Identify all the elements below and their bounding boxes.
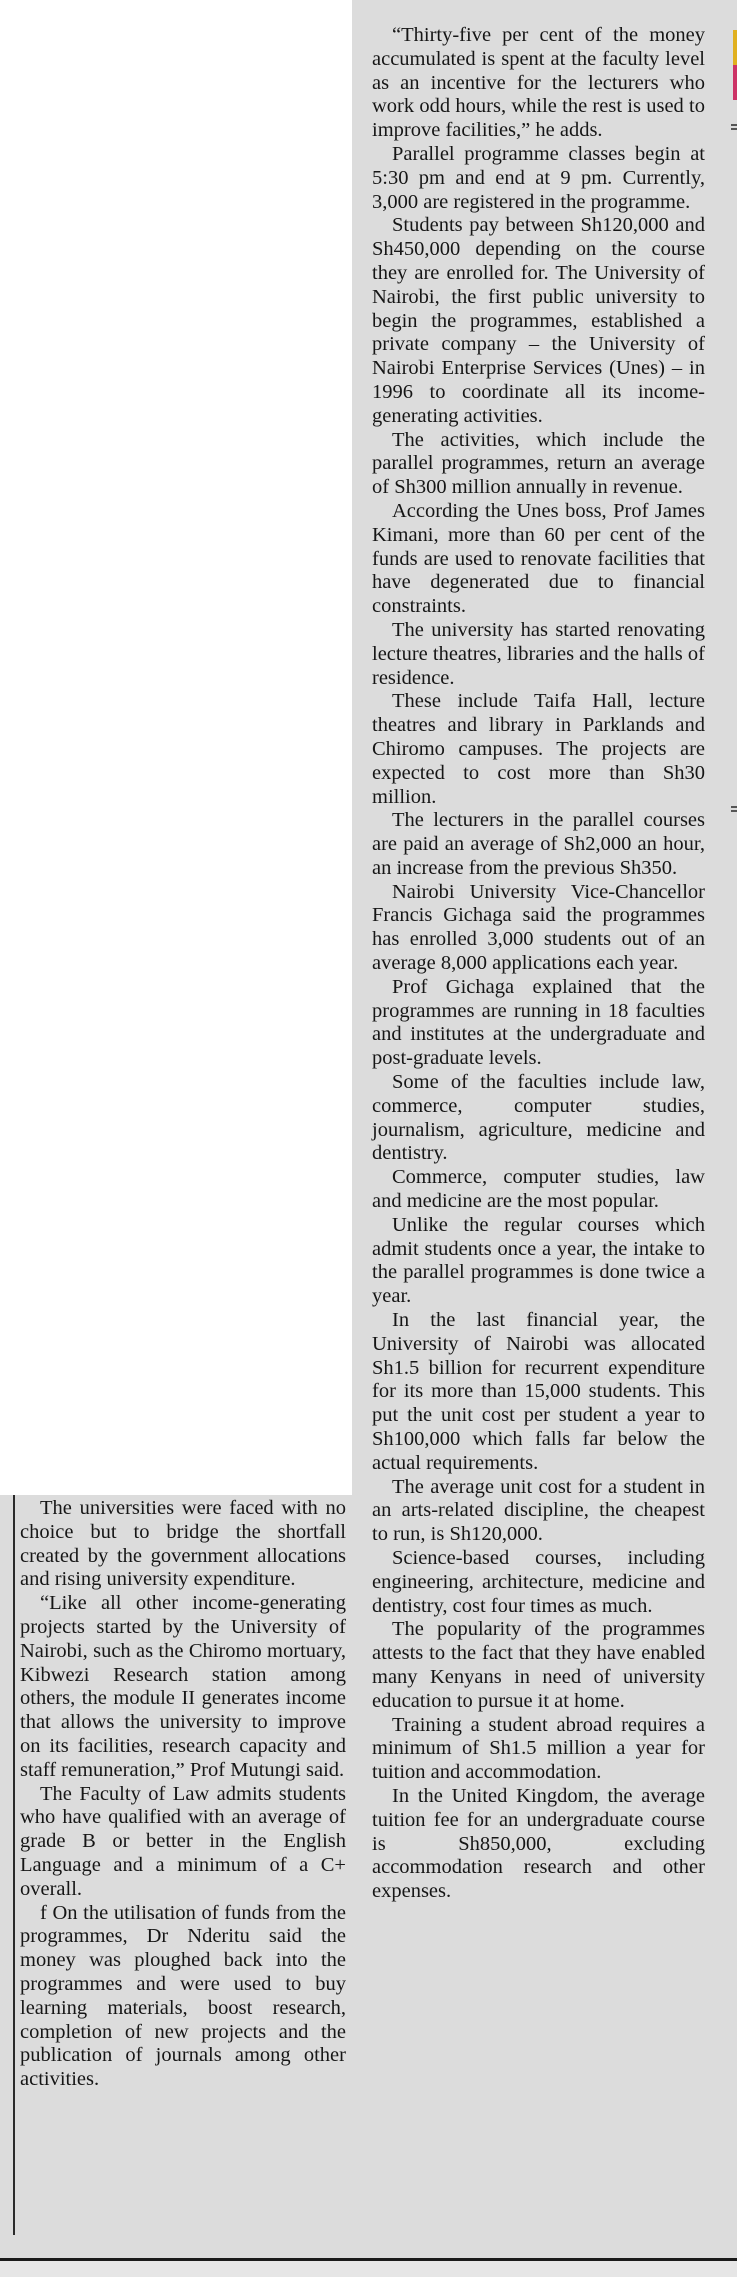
paragraph: The lecturers in the parallel courses are paid an average of Sh2,000 an hour, an increase from the previous Sh350. [372, 809, 705, 879]
blank-area [0, 0, 352, 1495]
page-edge-mark [731, 128, 737, 130]
page-bottom-strip [0, 2261, 737, 2277]
page-edge-color-mark [733, 30, 737, 100]
paragraph: Prof Gichaga explained that the programmes are running in 18 faculties and institutes at the undergraduate and post-graduate levels. [372, 975, 705, 1070]
paragraph: Training a student abroad requires a minimum of Sh1.5 million a year for tuition and accommodation. [372, 1713, 705, 1784]
paragraph: The average unit cost for a student in an arts-related discipline, the cheapest to run, is Sh120,000. [372, 1475, 705, 1546]
paragraph: “Thirty-five per cent of the money accumulated is spent at the faculty level as an incentive for the lecturers who work odd hours, while the rest is used to improve facilities,” he adds. [372, 24, 705, 142]
paragraph: The Faculty of Law admits students who have qualified with an average of grade B or better in the English Language and a minimum of a C+ overall. [20, 1782, 346, 1900]
article-column-left [0, 1495, 352, 2265]
article-column-right [352, 0, 737, 2265]
paragraph: Commerce, computer studies, law and medicine are the most popular. [372, 1166, 705, 1213]
paragraph: The popularity of the programmes attests to the fact that they have enabled many Kenyans in need of university education to pursue it at home. [372, 1618, 705, 1712]
paragraph: The activities, which include the parallel programmes, return an average of Sh300 million annually in revenue. [372, 428, 705, 499]
paragraph: The university has started renovating lecture theatres, libraries and the halls of residence. [372, 618, 705, 689]
page-edge-mark [731, 124, 737, 126]
paragraph: “Like all other income-generating projects started by the University of Nairobi, such as the Chiromo mortuary, Kibwezi Research station among others, the module II generates income that allows the university to improve on its facilities, research capacity and staff remuneration,” Prof Mutungi said. [20, 1592, 346, 1781]
paragraph: f On the utilisation of funds from the programmes, Dr Nderitu said the money was ploughed back into the programmes and were used to buy learning materials, boost research, completion of new projects and the publication of journals among other activities. [20, 1901, 346, 2091]
paragraph: The universities were faced with no choice but to bridge the shortfall created by the government allocations and rising university expenditure. [20, 1497, 346, 1591]
page-edge-mark [731, 810, 737, 812]
paragraph: In the United Kingdom, the average tuition fee for an undergraduate course is Sh850,000, excluding accommodation research and other expenses. [372, 1784, 705, 1903]
column-rule [13, 1495, 15, 2235]
paragraph: Students pay between Sh120,000 and Sh450,000 depending on the course they are enrolled for. The University of Nairobi, the first public university to begin the programmes, established a private company – the University of Nairobi Enterprise Services (Unes) – in 1996 to coordinate all its income-generating activities. [372, 214, 705, 427]
paragraph: Parallel programme classes begin at 5:30 pm and end at 9 pm. Currently, 3,000 are registered in the programme. [372, 142, 705, 213]
paragraph: Science-based courses, including engineering, architecture, medicine and dentistry, cost four times as much. [372, 1547, 705, 1617]
paragraph: In the last financial year, the University of Nairobi was allocated Sh1.5 billion for recurrent expenditure for its more than 15,000 students. This put the unit cost per student a year to Sh100,000 which falls far below the actual requirements. [372, 1309, 705, 1474]
paragraph: Nairobi University Vice-Chancellor Francis Gichaga said the programmes has enrolled 3,000 students out of an average 8,000 applications each year. [372, 880, 705, 975]
paragraph: According the Unes boss, Prof James Kimani, more than 60 per cent of the funds are used to renovate facilities that have degenerated due to financial constraints. [372, 499, 705, 618]
paragraph: These include Taifa Hall, lecture theatres and library in Parklands and Chiromo campuses. The projects are expected to cost more than Sh30 million. [372, 690, 705, 808]
paragraph: Some of the faculties include law, commerce, computer studies, journalism, agriculture, medicine and dentistry. [372, 1071, 705, 1165]
paragraph: Unlike the regular courses which admit students once a year, the intake to the parallel programmes is done twice a year. [372, 1213, 705, 1308]
page-edge-mark [731, 806, 737, 808]
